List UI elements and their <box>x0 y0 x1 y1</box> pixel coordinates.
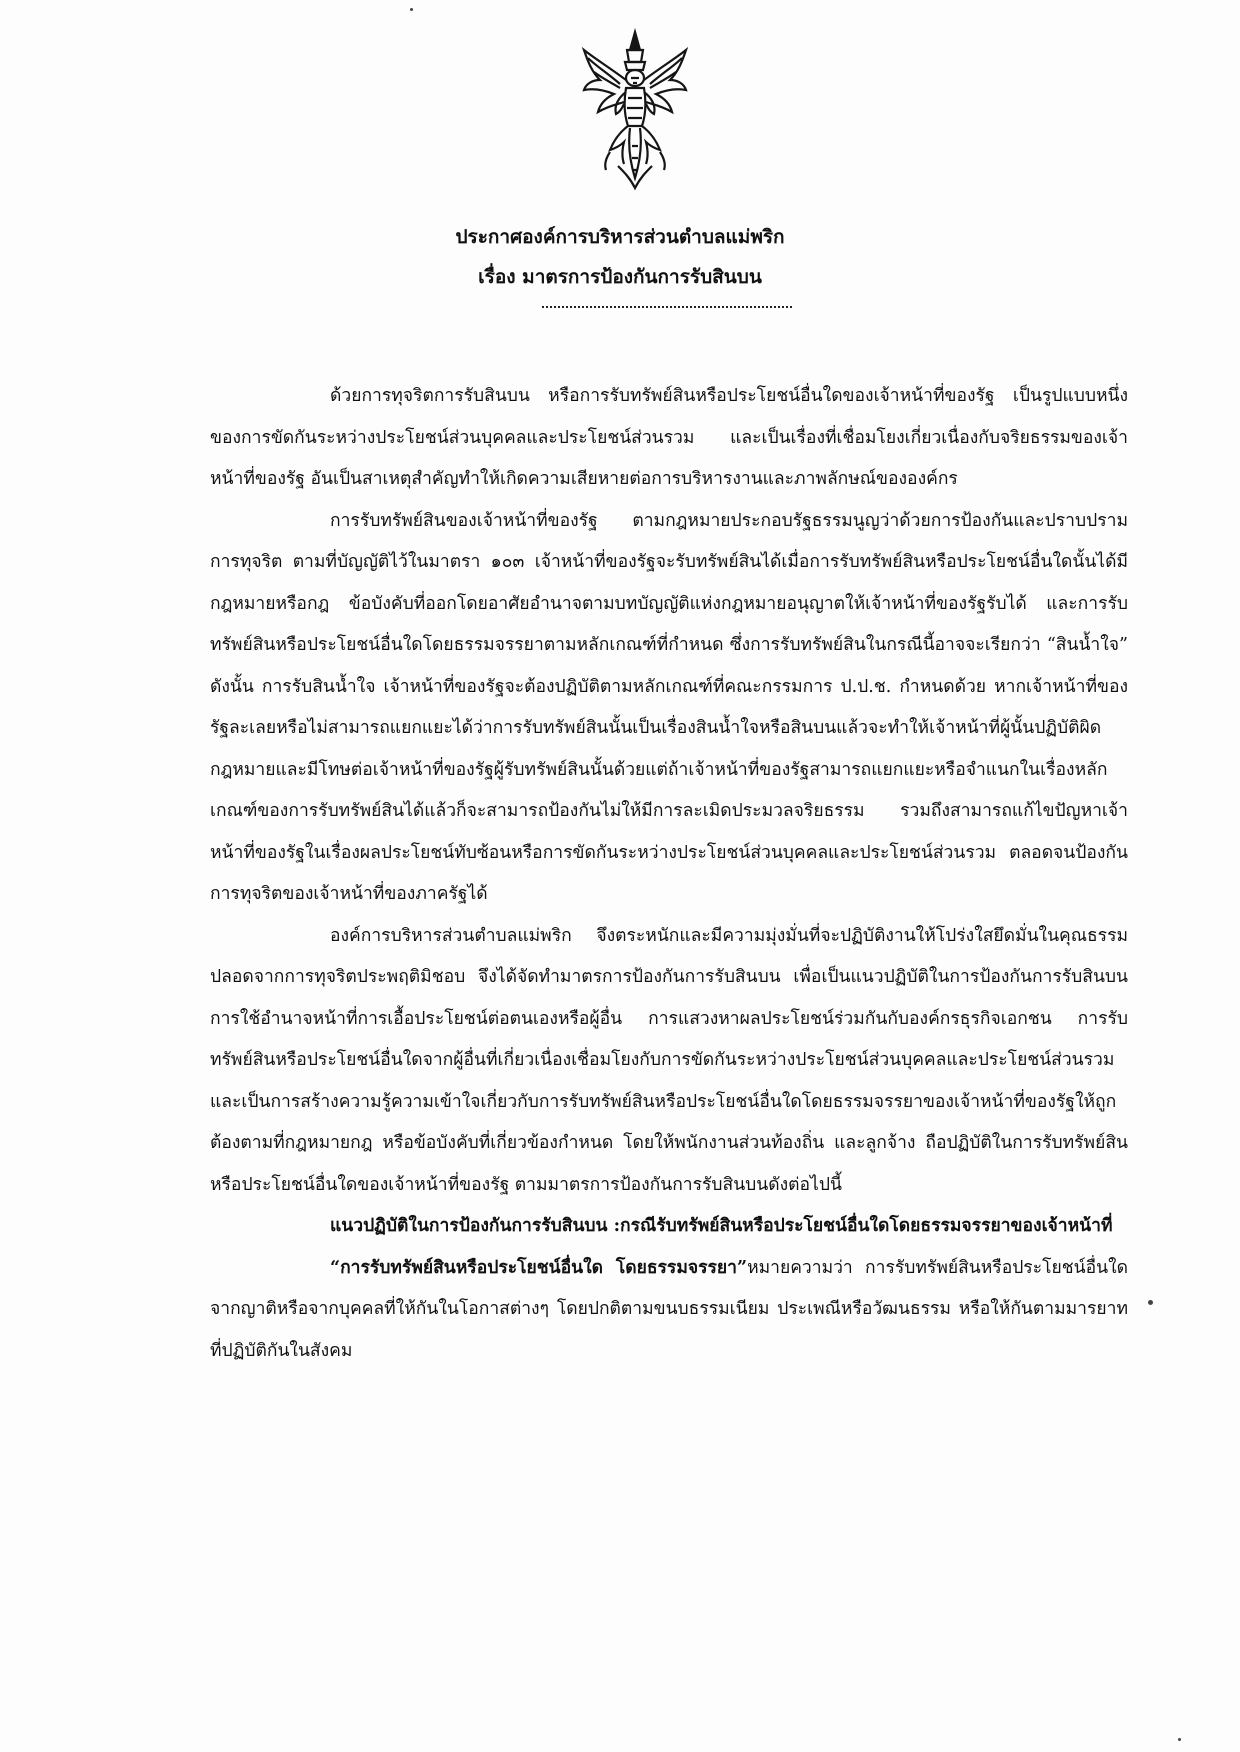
scan-speck <box>1148 1300 1153 1305</box>
scan-speck <box>1178 1738 1181 1741</box>
paragraph-measures: องค์การบริหารส่วนตำบลแม่พริก จึงตระหนักและมีความมุ่งมั่นที่จะปฏิบัติงานให้โปร่งใสยึดมั่นในคุณธรรมปลอดจากการทุจริตประพฤติมิชอบ จึงได้จัดทำมาตรการป้องกันการรับสินบน เพื่อเป็นแนวปฏิบัติในการป้องกันการรับสินบนการใช้อำนาจหน้าที่การเอื้อประโยชน์ต่อตนเองหรือผู้อื่น การแสวงหาผลประโยชน์ร่วมกันกับองค์กรธุรกิจเอกชน การรับทรัพย์สินหรือประโยชน์อื่นใดจากผู้อื่นที่เกี่ยวเนื่องเชื่อมโยงกับการขัดกันระหว่างประโยชน์ส่วนบุคคลและประโยชน์ส่วนรวม และเป็นการสร้างความรู้ความเข้าใจเกี่ยวกับการรับทรัพย์สินหรือประโยชน์อื่นใดโดยธรรมจรรยาของเจ้าหน้าที่ของรัฐให้ถูกต้องตามที่กฎหมายกฎ หรือข้อบังคับที่เกี่ยวข้องกำหนด โดยให้พนักงานส่วนท้องถิ่น และลูกจ้าง ถือปฏิบัติในการรับทรัพย์สินหรือประโยชน์อื่นใดของเจ้าหน้าที่ของรัฐ ตามมาตรการป้องกันการรับสินบนดังต่อไปนี้ <box>210 925 1128 1195</box>
definition-text: หมายความว่า การรับทรัพย์สินหรือประโยชน์อื่นใดจากญาติหรือจากบุคคลที่ให้กันในโอกาสต่างๆ โดยปกติตามขนบธรรมเนียม ประเพณีหรือวัฒนธรรม หรือให้กันตามมารยาทที่ปฏิบัติกันในสังคม <box>210 1257 1128 1361</box>
document-body <box>210 376 1128 1372</box>
document-subject: เรื่อง มาตรการป้องกันการรับสินบน <box>478 266 762 288</box>
paragraph-definition <box>210 1248 1128 1373</box>
section-heading: แนวปฏิบัติในการป้องกันการรับสินบน :กรณีรับทรัพย์สินหรือประโยชน์อื่นใดโดยธรรมจรรยาของเจ้าหน้าที่ <box>330 1216 1113 1236</box>
title-divider <box>542 306 792 308</box>
document-title: ประกาศองค์การบริหารส่วนตำบลแม่พริก <box>455 226 785 248</box>
garuda-emblem-icon <box>580 28 690 193</box>
scan-speck <box>410 8 413 11</box>
paragraph-legal-basis: การรับทรัพย์สินของเจ้าหน้าที่ของรัฐ ตามกฎหมายประกอบรัฐธรรมนูญว่าด้วยการป้องกันและปราบปรามการทุจริต ตามที่บัญญัติไว้ในมาตรา ๑๐๓ เจ้าหน้าที่ของรัฐจะรับทรัพย์สินได้เมื่อการรับทรัพย์สินหรือประโยชน์อื่นใดนั้นได้มีกฎหมายหรือกฎ ข้อบังคับที่ออกโดยอาศัยอำนาจตามบทบัญญัติแห่งกฎหมายอนุญาตให้เจ้าหน้าที่ของรัฐรับได้ และการรับทรัพย์สินหรือประโยชน์อื่นใดโดยธรรมจรรยาตามหลักเกณฑ์ที่กำหนด ซึ่งการรับทรัพย์สินในกรณีนี้อาจจะเรียกว่า “สินน้ำใจ” ดังนั้น การรับสินน้ำใจ เจ้าหน้าที่ของรัฐจะต้องปฏิบัติตามหลักเกณฑ์ที่คณะกรรมการ ป.ป.ช. กำหนดด้วย หากเจ้าหน้าที่ของรัฐละเลยหรือไม่สามารถแยกแยะได้ว่าการรับทรัพย์สินนั้นเป็นเรื่องสินน้ำใจหรือสินบนแล้วจะทำให้เจ้าหน้าที่ผู้นั้นปฏิบัติผิดกฎหมายและมีโทษต่อเจ้าหน้าที่ของรัฐผู้รับทรัพย์สินนั้นด้วยแต่ถ้าเจ้าหน้าที่ของรัฐสามารถแยกแยะหรือจำแนกในเรื่องหลักเกณฑ์ของการรับทรัพย์สินได้แล้วก็จะสามารถป้องกันไม่ให้มีการละเมิดประมวลจริยธรรม รวมถึงสามารถแก้ไขปัญหาเจ้าหน้าที่ของรัฐในเรื่องผลประโยชน์ทับซ้อนหรือการขัดกันระหว่างประโยชน์ส่วนบุคคลและประโยชน์ส่วนรวม ตลอดจนป้องกันการทุจริตของเจ้าหน้าที่ของภาครัฐได้ <box>210 510 1128 904</box>
definition-term: “การรับทรัพย์สินหรือประโยชน์อื่นใด โดยธรรมจรรยา” <box>330 1257 748 1278</box>
paragraph-intro: ด้วยการทุจริตการรับสินบน หรือการรับทรัพย์สินหรือประโยชน์อื่นใดของเจ้าหน้าที่ของรัฐ เป็นรูปแบบหนึ่งของการขัดกันระหว่างประโยชน์ส่วนบุคคลและประโยชน์ส่วนรวม และเป็นเรื่องที่เชื่อมโยงเกี่ยวเนื่องกับจริยธรรมของเจ้าหน้าที่ของรัฐ อันเป็นสาเหตุสำคัญทำให้เกิดความเสียหายต่อการบริหารงานและภาพลักษณ์ขององค์กร <box>210 386 1128 489</box>
